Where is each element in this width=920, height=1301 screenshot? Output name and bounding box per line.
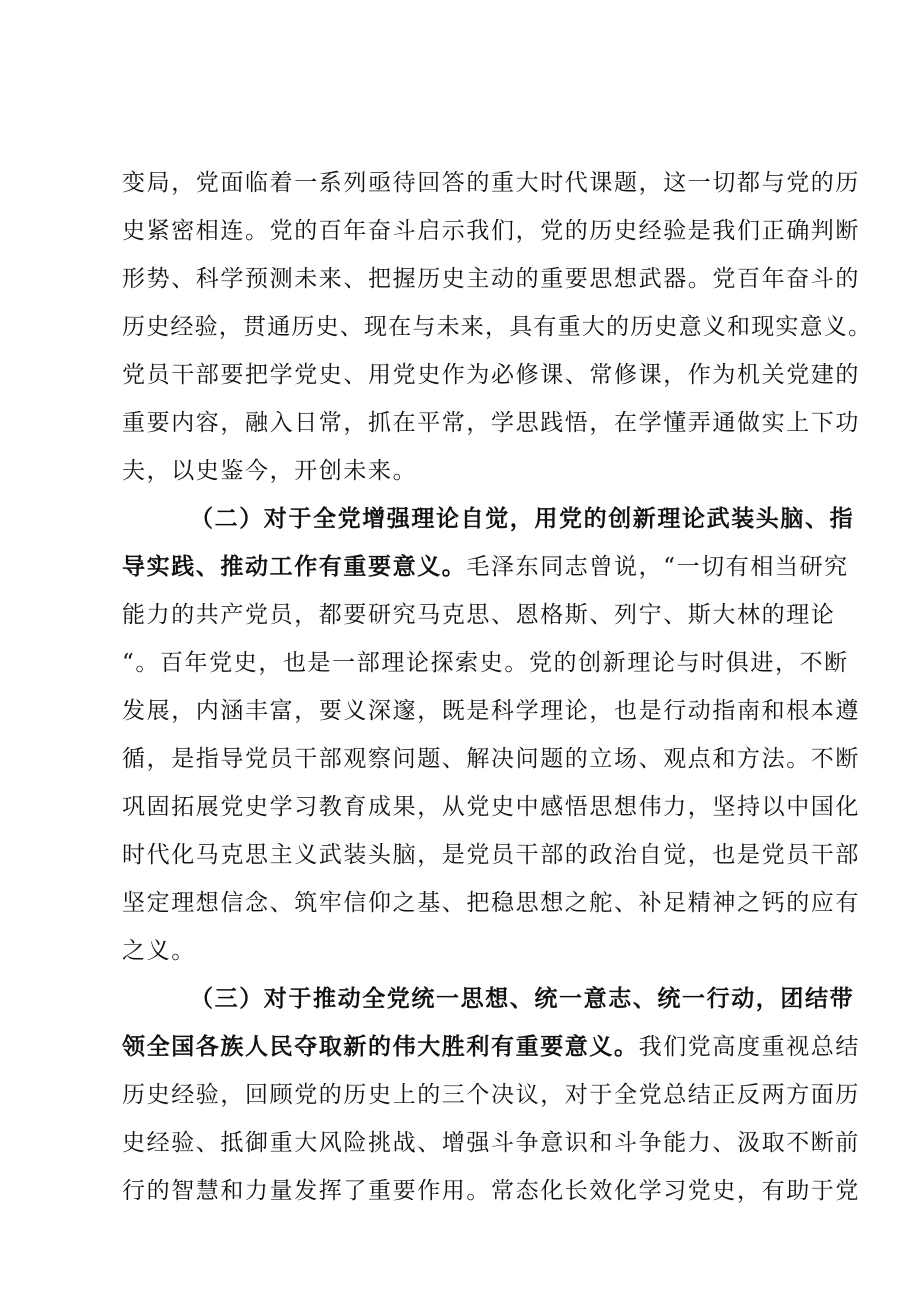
paragraph-3-heading-line-1: （三）对于推动全党统一思想、统一意志、统一行动，团结带: [190, 985, 855, 1012]
paragraph-2-line-7: 巩固拓展党史学习教育成果，从党史中感悟思想伟力，坚持以中国化: [122, 794, 860, 820]
paragraph-3-line-4: 史经验、抵御重大风险挑战、增强斗争意识和斗争能力、汲取不断前: [122, 1130, 860, 1156]
paragraph-1-line-1: 变局，党面临着一系列亟待回答的重大时代课题，这一切都与党的历: [122, 170, 860, 196]
paragraph-1-line-5: 党员干部要把学党史、用党史作为必修课、常修课，作为机关党建的: [122, 362, 860, 388]
paragraph-2-line-9: 坚定理想信念、筑牢信仰之基、把稳思想之舵、补足精神之钙的应有: [122, 890, 860, 916]
paragraph-2-line-3: 能力的共产党员，都要研究马克思、恩格斯、列宁、斯大林的理论: [122, 602, 836, 628]
paragraph-3-line-3: 历史经验，回顾党的历史上的三个决议，对于全党总结正反两方面历: [122, 1082, 860, 1108]
paragraph-2-line-5: 发展，内涵丰富，要义深邃，既是科学理论，也是行动指南和根本遵: [122, 698, 860, 724]
paragraph-2-heading-line-2: 导实践、推动工作有重要意义。: [122, 553, 467, 580]
paragraph-1-line-7: 夫，以史鉴今，开创未来。: [122, 458, 418, 484]
paragraph-2-line-6: 循，是指导党员干部观察问题、解决问题的立场、观点和方法。不断: [122, 746, 860, 772]
paragraph-1-line-4: 历史经验，贯通历史、现在与未来，具有重大的历史意义和现实意义。: [122, 314, 873, 340]
paragraph-2-line-4: “。百年党史，也是一部理论探索史。党的创新理论与时俱进，不断: [122, 650, 849, 676]
paragraph-3-heading-line-2: 领全国各族人民夺取新的伟大胜利有重要意义。: [122, 1033, 639, 1060]
paragraph-2-line-10: 之义。: [122, 938, 196, 964]
paragraph-1-line-3: 形势、科学预测未来、把握历史主动的重要思想武器。党百年奋斗的: [122, 266, 860, 292]
paragraph-2-line-2-rest: 毛泽东同志曾说，“一切有相当研究: [466, 554, 849, 580]
paragraph-1-line-2: 史紧密相连。党的百年奋斗启示我们，党的历史经验是我们正确判断: [122, 218, 860, 244]
paragraph-3-line-5: 行的智慧和力量发挥了重要作用。常态化长效化学习党史，有助于党: [122, 1178, 860, 1204]
paragraph-3-line-2-rest: 我们党高度重视总结: [638, 1034, 861, 1060]
paragraph-2-line-2: [122, 552, 849, 582]
paragraph-2-line-8: 时代化马克思主义武装头脑，是党员干部的政治自觉，也是党员干部: [122, 842, 860, 868]
paragraph-3-line-2: [122, 1032, 861, 1062]
paragraph-1-line-6: 重要内容，融入日常，抓在平常，学思践悟，在学懂弄通做实上下功: [122, 410, 860, 436]
paragraph-2-heading-line-1: （二）对于全党增强理论自觉，用党的创新理论武装头脑、指: [190, 505, 855, 532]
